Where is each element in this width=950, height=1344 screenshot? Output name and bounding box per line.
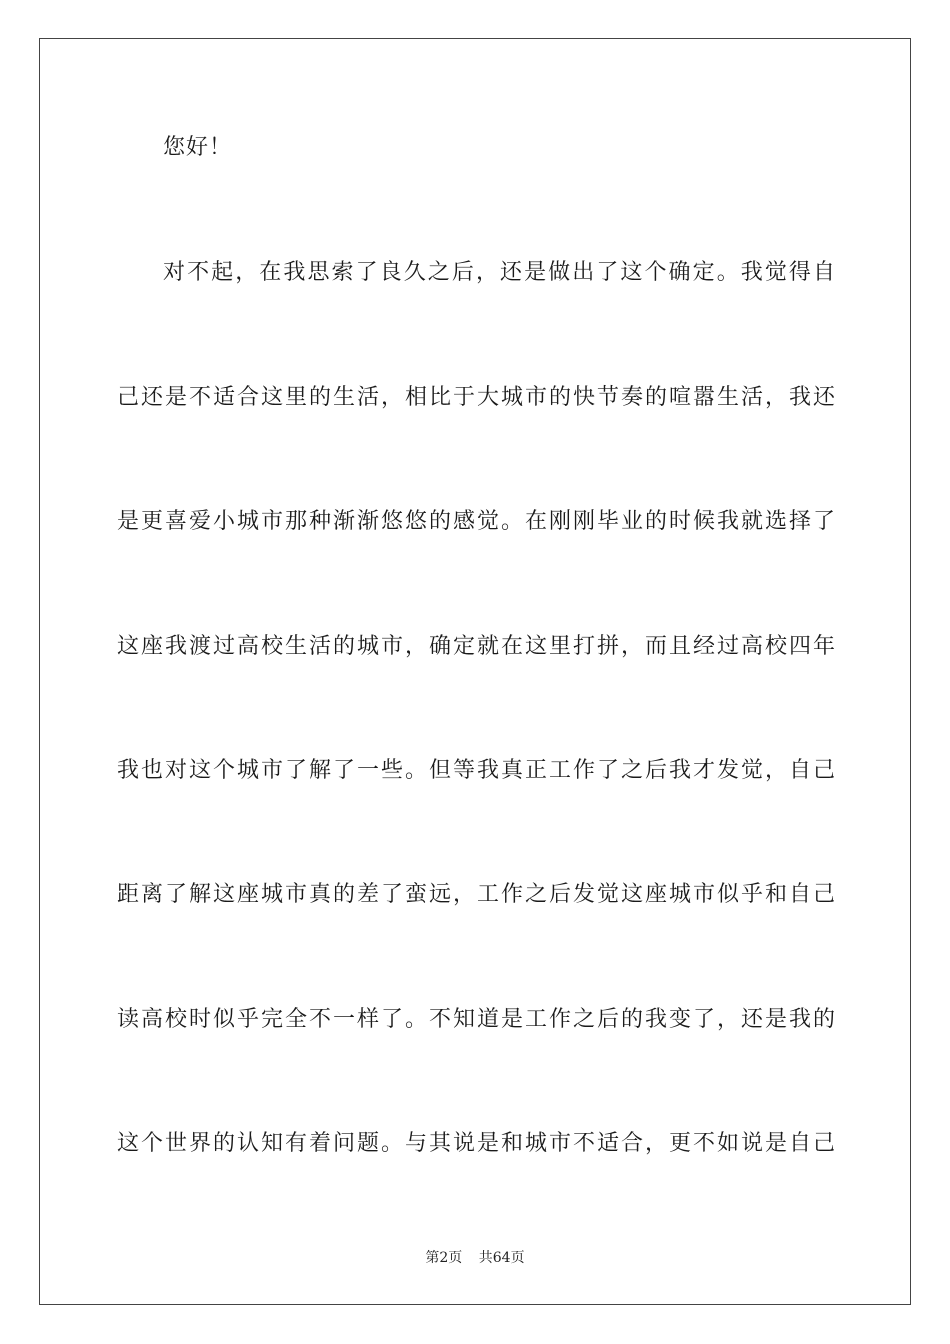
paragraph-line-7: 读高校时似乎完全不一样了。不知道是工作之后的我变了，还是我的	[117, 1007, 835, 1032]
paragraph-line-1: 对不起，在我思索了良久之后，还是做出了这个确定。我觉得自	[163, 260, 835, 285]
page-footer	[0, 1247, 950, 1267]
paragraph-line-5: 我也对这个城市了解了一些。但等我真正工作了之后我才发觉，自己	[117, 758, 835, 783]
paragraph-line-8: 这个世界的认知有着问题。与其说是和城市不适合，更不如说是自己	[117, 1131, 835, 1156]
paragraph-line-6: 距离了解这座城市真的差了蛮远，工作之后发觉这座城市似乎和自己	[117, 882, 835, 907]
page-number: 第2页	[425, 1250, 463, 1266]
greeting: 您好！	[163, 135, 233, 160]
page-total: 共64页	[478, 1250, 525, 1266]
paragraph-line-3: 是更喜爱小城市那种渐渐悠悠的感觉。在刚刚毕业的时候我就选择了	[117, 509, 835, 534]
page-border	[39, 38, 911, 1305]
paragraph-line-4: 这座我渡过高校生活的城市，确定就在这里打拼，而且经过高校四年	[117, 634, 835, 659]
paragraph-line-2: 己还是不适合这里的生活，相比于大城市的快节奏的喧嚣生活，我还	[117, 385, 835, 410]
